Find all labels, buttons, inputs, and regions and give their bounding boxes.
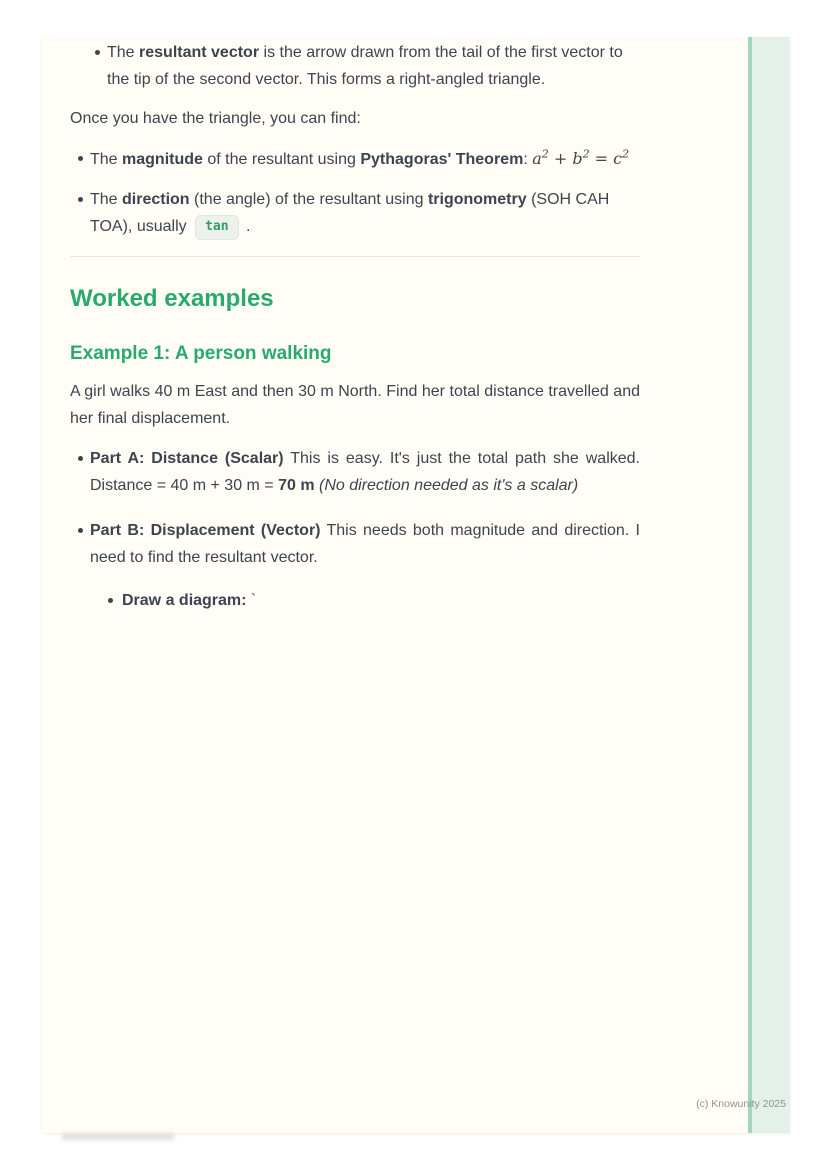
math-operator: =	[589, 149, 614, 168]
text-segment: This is easy. It's just the total path she walked. Distance = 40 m + 30 m =	[90, 450, 641, 494]
math-var: b	[572, 149, 583, 168]
bullet-list-part-b-sub	[90, 587, 640, 614]
text-segment-bold: trigonometry	[427, 191, 527, 208]
text-segment: .	[241, 218, 251, 235]
list-item-part-b	[90, 517, 640, 614]
text-segment: (the angle) of the resultant using	[189, 191, 428, 208]
text-segment-italic: (No direction needed as it's a scalar)	[319, 477, 579, 494]
list-item-part-a	[90, 445, 640, 499]
math-var: c	[613, 149, 623, 168]
page-bottom-shadow	[62, 1133, 174, 1140]
bullet-list-resultant	[70, 39, 640, 93]
text-segment: is the arrow drawn from the tail of the first vector to the tip of the second vector. This forms a right-angled triangle.	[107, 44, 623, 88]
list-item-magnitude	[90, 145, 640, 173]
text-segment-bold: Part B: Displacement (Vector)	[90, 522, 321, 539]
bullet-list-find	[70, 145, 640, 240]
paragraph-problem-statement: A girl walks 40 m East and then 30 m North. Find her total distance travelled and her final displacement.	[70, 383, 640, 427]
inline-code-tan: tan	[195, 215, 238, 240]
text-segment: `	[246, 592, 257, 609]
page-content	[42, 37, 790, 1110]
math-exponent: 2	[541, 147, 549, 161]
text-segment-bold: direction	[122, 191, 190, 208]
text-segment-bold: resultant vector	[139, 44, 260, 61]
heading-example-1: Example 1: A person walking	[70, 343, 332, 364]
paragraph-once-triangle: Once you have the triangle, you can find:	[70, 110, 361, 127]
text-segment-bold: Draw a diagram:	[122, 592, 247, 609]
math-operator: +	[548, 149, 573, 168]
document-page	[42, 37, 790, 1133]
list-item-direction	[90, 186, 640, 240]
math-exponent: 2	[582, 147, 590, 161]
text-segment: of the resultant using	[202, 151, 361, 168]
text-segment: The	[90, 191, 123, 208]
math-formula-pythagoras	[532, 149, 629, 168]
math-exponent: 2	[622, 147, 630, 161]
list-item-resultant-vector	[107, 39, 640, 93]
text-segment-bold: Part A: Distance (Scalar)	[90, 450, 284, 467]
text-segment: (SOH CAH TOA), usually	[90, 191, 610, 235]
text-segment: The	[90, 151, 123, 168]
list-item-draw-diagram	[122, 587, 640, 614]
math-var: a	[532, 149, 542, 168]
text-segment: The	[107, 44, 140, 61]
text-segment-bold: 70 m	[278, 477, 315, 494]
text-segment-bold: Pythagoras' Theorem	[360, 151, 524, 168]
text-segment: This needs both magnitude and direction. I need to find the resultant vector.	[90, 522, 640, 566]
copyright-footer: (c) Knowunity 2025	[696, 1098, 786, 1110]
heading-worked-examples: Worked examples	[70, 285, 274, 312]
section-divider	[70, 256, 640, 257]
bullet-list-parts	[70, 445, 640, 614]
text-segment-bold: magnitude	[122, 151, 203, 168]
text-segment: :	[523, 151, 533, 168]
